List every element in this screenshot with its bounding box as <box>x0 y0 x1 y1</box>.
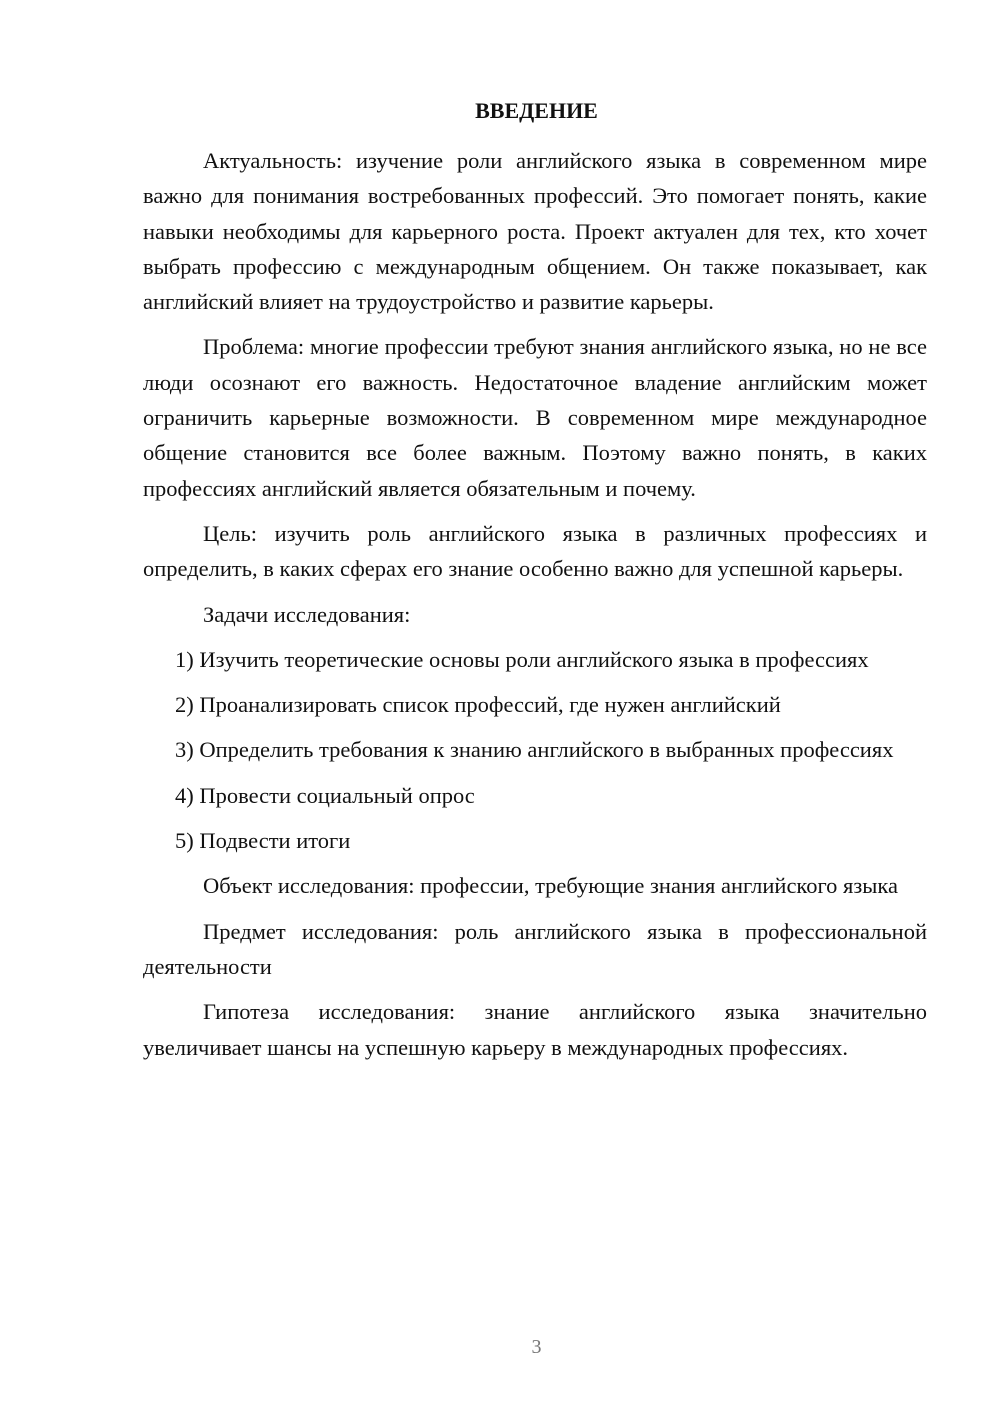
task-item-2: 2) Проанализировать список профессий, где нужен английский <box>175 692 781 718</box>
paragraph-problem: Проблема: многие профессии требуют знания английского языка, но не все люди осознают его важность. Недостаточное владение английским может ограничить карьерные возможности. В современном мире международное общение становится все более важным. Поэтому важно понять, в каких профессиях английский является обязательным и почему. <box>143 334 927 501</box>
body-text <box>143 143 927 1075</box>
paragraph-goal: Цель: изучить роль английского языка в различных профессиях и определить, в каких сферах его знание особенно важно для успешной карьеры. <box>143 520 927 582</box>
paragraph-tasks-heading: Задачи исследования: <box>203 601 411 627</box>
paragraph-hypothesis: Гипотеза исследования: знание английского языка значительно увеличивает шансы на успешную карьеру в международных профессиях. <box>143 999 927 1060</box>
paragraph-relevance: Актуальность: изучение роли английского языка в современном мире важно для понимания востребованных профессий. Это помогает понять, какие навыки необходимы для карьерного роста. Проект актуален для тех, кто хочет выбрать профессию с международным общением. Он также показывает, как английский влияет на трудоустройство и развитие карьеры. <box>143 148 927 315</box>
section-title: ВВЕДЕНИЕ <box>475 98 598 123</box>
task-item-5: 5) Подвести итоги <box>175 828 351 854</box>
task-item-3: 3) Определить требования к знанию английского в выбранных профессиях <box>175 737 894 763</box>
paragraph-object: Объект исследования: профессии, требующие знания английского языка <box>203 873 898 899</box>
page-number: 3 <box>531 1336 542 1358</box>
task-item-1: 1) Изучить теоретические основы роли английского языка в профессиях <box>175 646 869 672</box>
task-item-4: 4) Провести социальный опрос <box>175 782 475 808</box>
paragraph-subject: Предмет исследования: роль английского языка в профессиональной деятельности <box>143 918 927 979</box>
